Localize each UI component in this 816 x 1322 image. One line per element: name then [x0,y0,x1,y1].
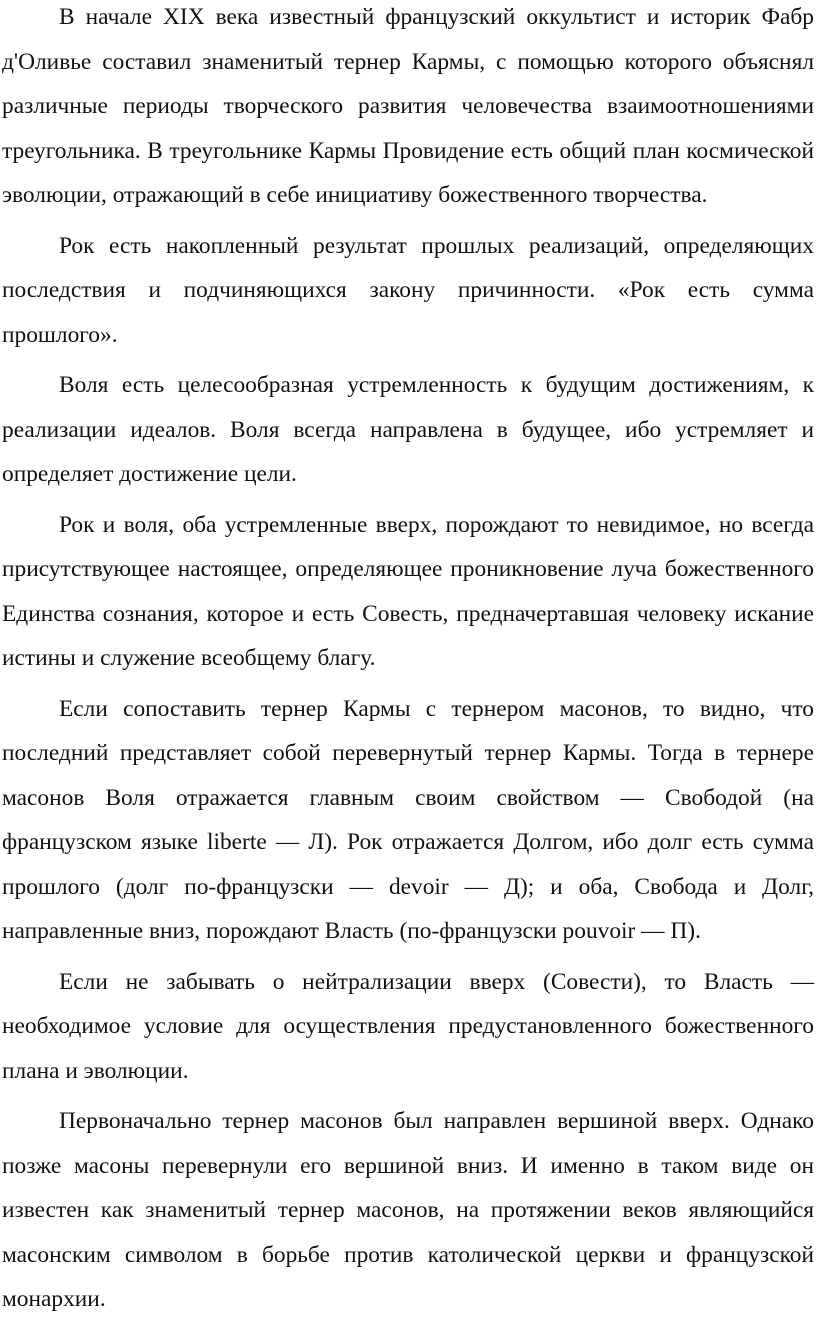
paragraph-3: Воля есть целесообразная устремленность к будущим достижениям, к реализации идеалов. Воля всегда направлена в будущее, ибо устремляет и определяет достижение цели. [2,372,814,487]
paragraph-6: Если не забывать о нейтрализации вверх (Совести), то Власть — необходимое условие для осуществления предустановленного божественного плана и эволюции. [2,968,814,1084]
paragraph-5: Если сопоставить тернер Кармы с тернером масонов, то видно, что последний представляет собой перевернутый тернер Кармы. Тогда в тернере масонов Воля отражается главным своим свойством — Свободой (на французском языке liberte — Л). Рок отражается Долгом, ибо долг есть сумма прошлого (долг по-французски — devoir — Д); и оба, Свобода и Долг, направленные вниз, порождают Власть (по-французски pouvoir — П). [2,695,814,944]
paragraph-7: Первоначально тернер масонов был направлен вершиной вверх. Однако позже масоны перевернули его вершиной вниз. И именно в таком виде он известен как знаменитый тернер масонов, на протяжении веков являющийся масонским символом в борьбе против католической церкви и французской монархии. [2,1108,814,1312]
paragraph-2: Рок есть накопленный результат прошлых реализаций, определяющих последствия и подчиняющихся закону причинности. «Рок есть сумма прошлого». [2,232,814,348]
paragraph-1: В начале XIX века известный французский оккультист и историк Фабр д'Оливье составил знаменитый тернер Кармы, с помощью которого объяснял различные периоды творческого развития человечества взаимоотношениями треугольника. В треугольнике Кармы Провидение есть общий план космической эволюции, отражающий в себе инициативу божественного творчества. [2,4,814,208]
paragraph-4: Рок и воля, оба устремленные вверх, порождают то невидимое, но всегда присутствующее настоящее, определяющее проникновение луча божественного Единства сознания, которое и есть Совесть, предначертавшая человеку искание истины и служение всеобщему благу. [2,511,814,671]
